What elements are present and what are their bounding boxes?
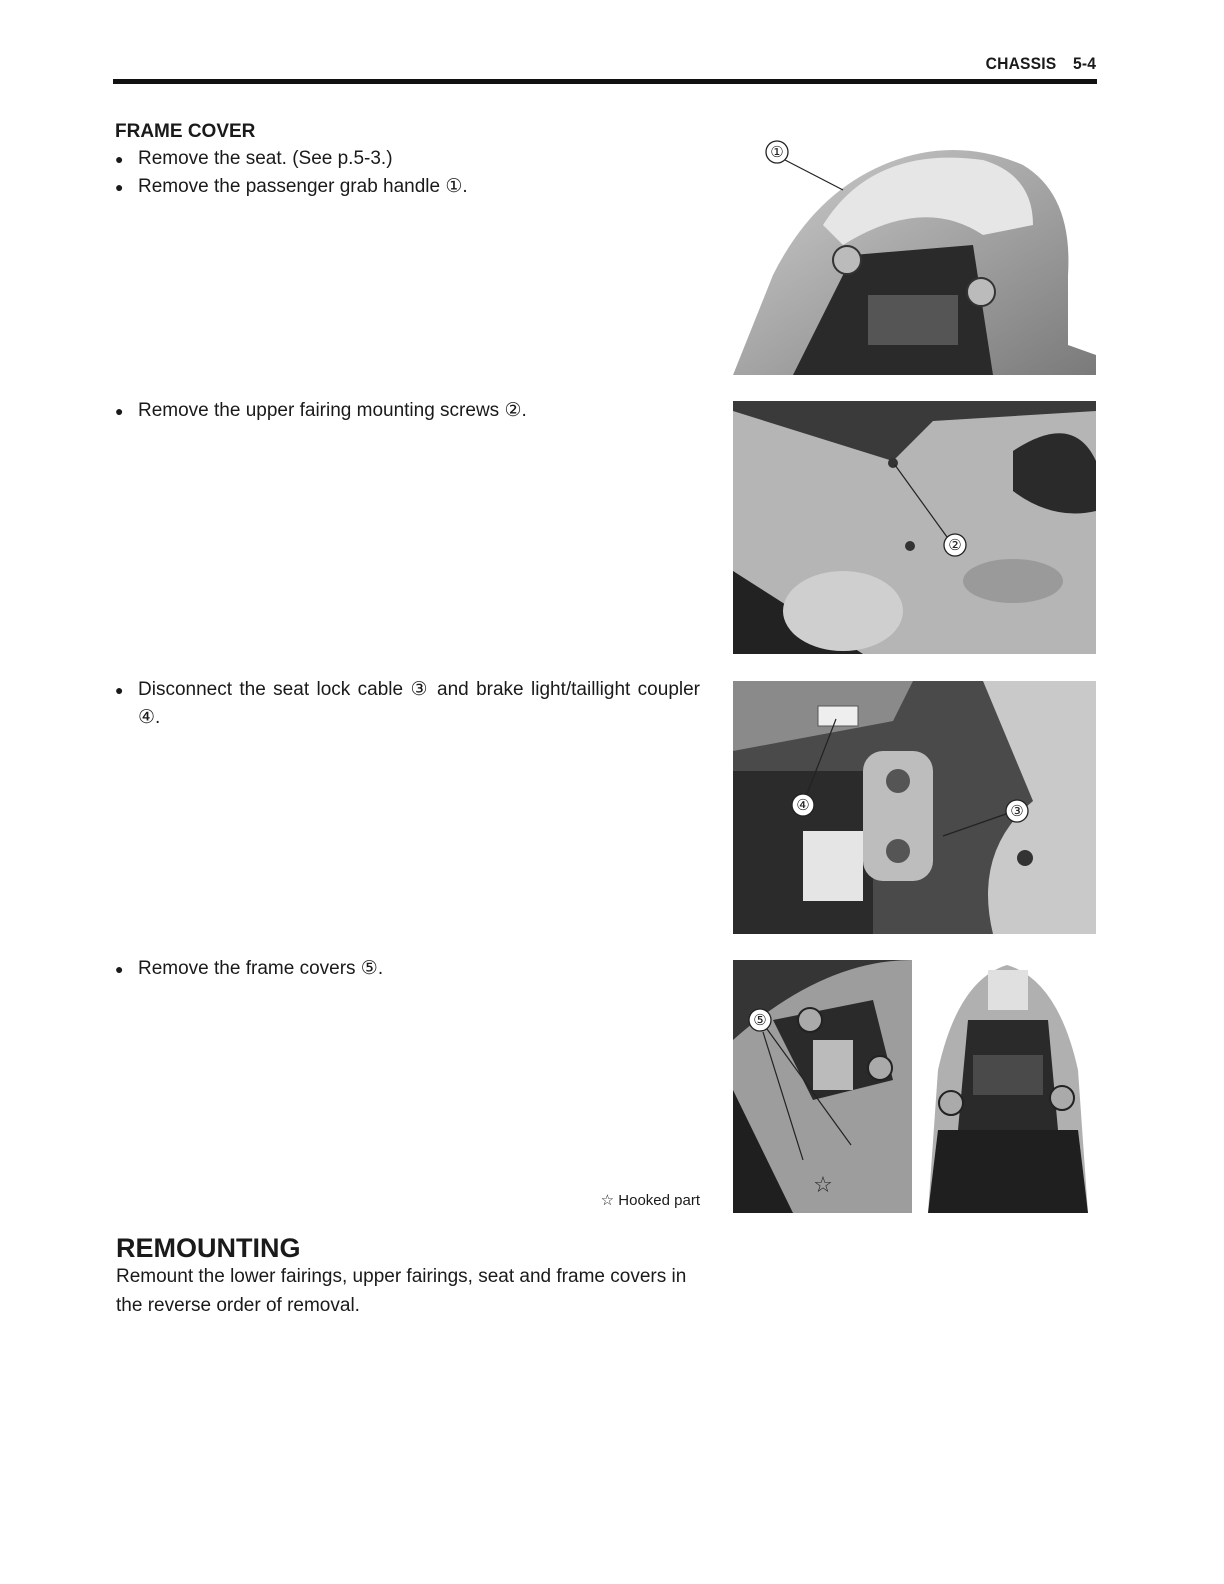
- photo-frame-cover-side: [733, 960, 912, 1213]
- callout-3: ③: [1010, 802, 1024, 820]
- bullet-icon: ●: [115, 179, 124, 195]
- callout-4: ④: [796, 796, 810, 814]
- callout-1: ①: [770, 143, 784, 161]
- photo-grab-handle: [733, 135, 1096, 375]
- page-number: 5-4: [1072, 54, 1096, 73]
- photo-cable-coupler: [733, 681, 1096, 934]
- remounting-body: Remount the lower fairings, upper fairings, seat and frame covers in the reverse order of removal.: [116, 1266, 687, 1316]
- step-text: Remove the frame covers ⑤.: [138, 958, 384, 979]
- step-remove-fairing-screws: [115, 397, 700, 425]
- section-name: CHASSIS: [985, 54, 1057, 73]
- page-header: [985, 54, 1096, 74]
- step-text: Disconnect the seat lock cable ③ and brake light/taillight coupler ④.: [138, 679, 700, 728]
- hooked-part-note: ☆ Hooked part: [600, 1192, 700, 1209]
- callout-5: ⑤: [753, 1011, 767, 1029]
- callout-2: ②: [948, 536, 962, 554]
- bullet-icon: ●: [115, 403, 124, 419]
- photo-frame-cover-rear: [918, 960, 1096, 1213]
- bullet-icon: ●: [115, 151, 124, 167]
- step-disconnect-cable: [115, 676, 700, 732]
- step-text: Remove the upper fairing mounting screws ②.: [138, 400, 527, 421]
- header-rule: [113, 79, 1097, 84]
- step-remove-seat: [115, 145, 700, 173]
- section-title: FRAME COVER: [115, 121, 256, 142]
- star-icon: ☆: [813, 1173, 833, 1198]
- bullet-icon: ●: [115, 682, 124, 698]
- step-text: Remove the passenger grab handle ①.: [138, 176, 468, 197]
- step-remove-frame-covers: [115, 955, 700, 983]
- photo-fairing-screws: [733, 401, 1096, 654]
- step-remove-grab-handle: [115, 173, 700, 201]
- remounting-title: REMOUNTING: [116, 1233, 301, 1263]
- step-text: Remove the seat. (See p.5-3.): [138, 148, 393, 169]
- bullet-icon: ●: [115, 961, 124, 977]
